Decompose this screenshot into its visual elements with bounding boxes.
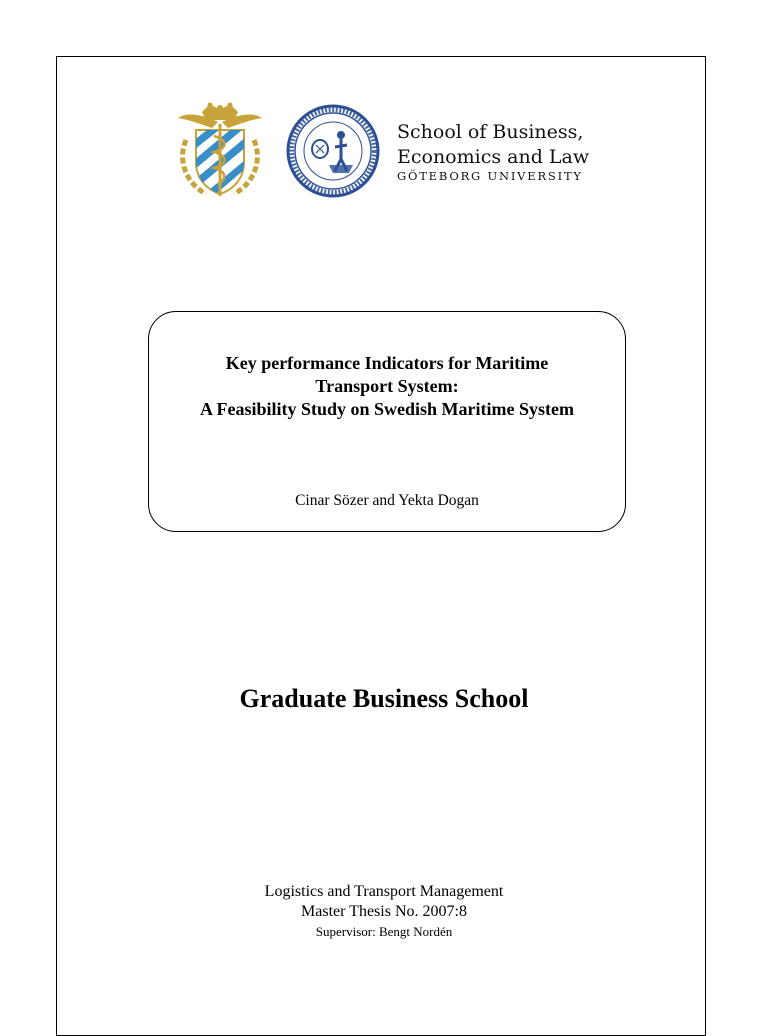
thesis-title-line1: Key performance Indicators for Maritime (225, 353, 549, 373)
thesis-title (148, 352, 626, 421)
school-name-line1: School of Business, (397, 121, 584, 143)
thesis-title-line2: Transport System: (315, 376, 459, 396)
thesis-number: Master Thesis No. 2007:8 (301, 903, 467, 920)
school-name-line2: Economics and Law (397, 146, 590, 168)
school-name (397, 120, 589, 170)
thesis-title-line3: A Feasibility Study on Swedish Maritime System (199, 399, 575, 419)
school-heading: Graduate Business School (239, 684, 529, 713)
university-seal-icon (285, 103, 381, 199)
crest-logo-icon (172, 100, 268, 200)
authors: Cinar Sözer and Yekta Dogan (295, 492, 479, 509)
supervisor: Supervisor: Bengt Nordén (315, 924, 453, 939)
university-name: GÖTEBORG UNIVERSITY (397, 169, 583, 183)
program-name: Logistics and Transport Management (264, 883, 504, 900)
